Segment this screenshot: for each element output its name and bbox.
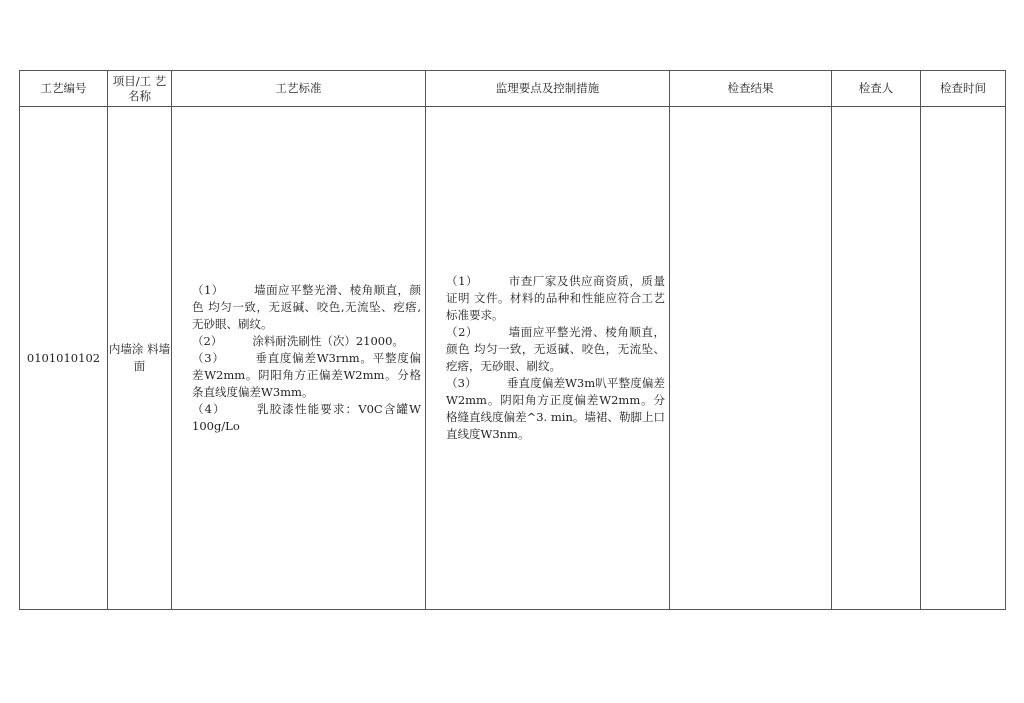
header-project-name: 项目/工 艺名称 [108,71,172,107]
header-inspector: 检查人 [832,71,921,107]
header-row [20,71,1006,107]
standard-item: （3） 垂直度偏差W3rnm。平整度偏差W2mm。阴阳角方正偏差W2mm。分格条直线度偏差W3mm。 [192,350,421,399]
header-inspection-time: 检查时间 [921,71,1006,107]
header-process-id: 工艺编号 [20,71,108,107]
standard-item: （4） 乳胶漆性能要求：V0C含罐W 100g/Lo [192,401,421,433]
header-supervision-points: 监理要点及控制措施 [426,71,670,107]
supervision-item: （2） 墙面应平整光滑、棱角顺直，颜色 均匀一致，无返碱、咬色，无流坠、疙瘩，无砂眼、刷纹。 [446,325,665,373]
header-process-standard: 工艺标准 [172,71,426,107]
standard-item: （2） 涂料耐洗刷性（次）21000。 [192,333,404,348]
process-id-cell: 0101010102 [20,107,108,610]
supervision-item: （1） 市查厂家及供应商资质，质量证明 文件。材料的品种和性能应符合工艺标准要求。 [446,274,665,322]
header-inspection-result: 检查结果 [670,71,832,107]
supervision-cell [426,107,670,610]
standard-item: （1） 墙面应平整光滑、棱角顺直，颜色 均匀一致，无返碱、咬色,无流坠、疙瘩,无砂眼、刷纹。 [192,282,421,331]
inspector-cell [832,107,921,610]
process-standard-cell [172,107,426,610]
table-row [20,107,1006,610]
supervision-item: （3） 垂直度偏差W3m叭平整度偏差W2mm。阴阳角方正度偏差W2mm。分格缝直线度偏差^3. min。墙裙、勒脚上口 直线度W3nm。 [446,376,665,441]
inspection-time-cell [921,107,1006,610]
project-name-cell: 内墙涂 料墙面 [108,107,172,610]
process-table [19,70,1006,610]
inspection-result-cell [670,107,832,610]
